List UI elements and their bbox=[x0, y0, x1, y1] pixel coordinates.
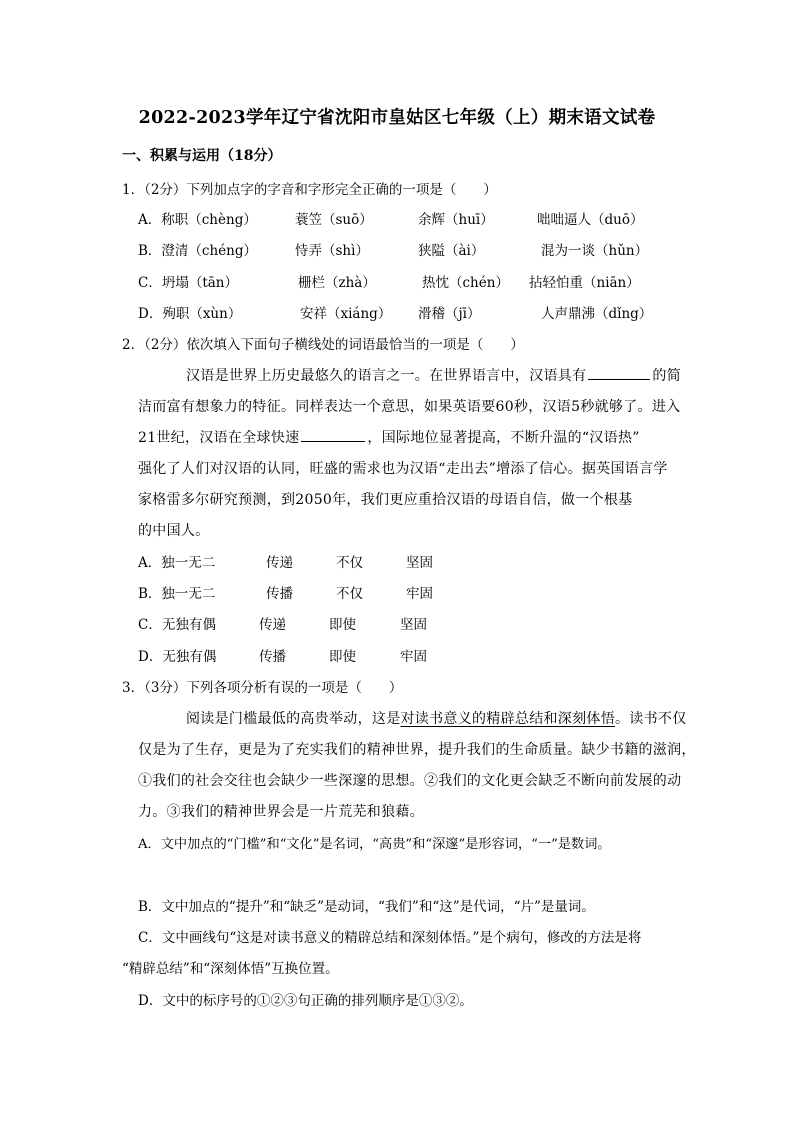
q2-option-c-4: 坚固 bbox=[400, 617, 427, 633]
q2-passage-line-2: 洁而富有想象力的特征。同样表达一个意思，如果英语要60秒，汉语5秒就够了。进入 bbox=[138, 399, 681, 415]
q3-passage-text: 。读书不仅 bbox=[615, 711, 687, 727]
q3-option-d: D．文中的标序号的①②③句正确的排列顺序是①③②。 bbox=[138, 993, 473, 1009]
q3-passage-line-2: 仅是为了生存，更是为了充实我们的精神世界，提升我们的生命质量。缺少书籍的滋润， bbox=[138, 742, 696, 758]
q2-passage-line-6: 的中国人。 bbox=[138, 523, 210, 539]
q2-option-b-1: B．独一无二 bbox=[138, 586, 216, 602]
q1-option-c-1: C．坍塌（tān） bbox=[138, 275, 238, 291]
q2-passage-line-5: 家格雷多尔研究预测，到2050年，我们更应重拾汉语的母语自信，做一个根基 bbox=[138, 492, 633, 508]
question-3-stem: 3．（3分）下列各项分析有误的一项是（ ） bbox=[122, 680, 403, 696]
q1-option-d-2: 安祥（xiáng） bbox=[300, 306, 392, 322]
q3-passage-text: 阅读是门槛最低的高贵举动，这是 bbox=[186, 711, 401, 727]
q3-passage-line-3: ①我们的社会交往也会缺少一些深邃的思想。②我们的文化更会缺乏不断向前发展的动 bbox=[138, 773, 682, 789]
q1-option-a-3: 余辉（huī） bbox=[418, 212, 494, 228]
q2-passage-text: 汉语是世界上历史最悠久的语言之一。在世界语言中，汉语具有 bbox=[186, 368, 587, 384]
q2-passage-line-4: 强化了人们对汉语的认同，旺盛的需求也为汉语“走出去”增添了信心。据英国语言学 bbox=[138, 461, 668, 477]
q1-option-c-2: 栅栏（zhà） bbox=[298, 275, 376, 291]
q2-option-b-4: 牢固 bbox=[406, 586, 433, 602]
q2-passage-line-3 bbox=[138, 427, 640, 447]
q1-option-d-4: 人声鼎沸（dǐng） bbox=[541, 306, 653, 322]
exam-title: 2022-2023学年辽宁省沈阳市皇姑区七年级（上）期末语文试卷 bbox=[138, 108, 656, 128]
q3-passage-line-4: 力。③我们的精神世界会是一片荒芜和狼藉。 bbox=[138, 804, 424, 820]
fill-blank-1 bbox=[588, 378, 650, 380]
q2-option-c-1: C．无独有偶 bbox=[138, 617, 216, 633]
q2-passage-text: 21世纪，汉语在全球快速 bbox=[138, 430, 300, 446]
q1-option-b-3: 狭隘（ài） bbox=[418, 243, 485, 259]
q3-option-a: A．文中加点的“门槛”和“文化”是名词，“高贵”和“深邃”是形容词，“一”是数词。 bbox=[138, 837, 611, 852]
q2-option-d-4: 牢固 bbox=[400, 649, 427, 665]
q3-option-c-line-2: “精辟总结”和“深刻体悟”互换位置。 bbox=[122, 961, 339, 977]
question-1-stem: 1．（2分）下列加点字的字音和字形完全正确的一项是（ ） bbox=[122, 182, 497, 198]
q1-option-b-1: B．澄清（chéng） bbox=[138, 243, 258, 259]
q1-option-c-3: 热忱（chén） bbox=[422, 275, 509, 291]
section-heading: 一、积累与运用（18分） bbox=[122, 148, 282, 164]
q1-option-a-4: 咄咄逼人（duō） bbox=[537, 212, 644, 228]
q2-passage-line-1 bbox=[186, 365, 681, 385]
q2-option-b-3: 不仅 bbox=[336, 586, 363, 602]
q2-option-d-1: D．无独有偶 bbox=[138, 649, 217, 665]
q1-option-a-1: A．称职（chèng） bbox=[138, 212, 257, 228]
q2-option-a-1: A．独一无二 bbox=[138, 555, 216, 571]
q3-option-c-line-1: C．文中画线句“这是对读书意义的精辟总结和深刻体悟。”是个病句，修改的方法是将 bbox=[138, 930, 642, 946]
q1-option-d-3: 滑稽（jī） bbox=[418, 306, 481, 322]
q3-passage-line-1 bbox=[186, 708, 687, 728]
q2-option-c-2: 传递 bbox=[259, 617, 286, 633]
question-2-stem: 2．（2分）依次填入下面句子横线处的词语最恰当的一项是（ ） bbox=[122, 337, 524, 353]
q1-option-d-1: D．殉职（xùn） bbox=[138, 306, 242, 322]
fill-blank-2 bbox=[301, 440, 365, 442]
q2-passage-text: 的简 bbox=[652, 368, 682, 384]
q1-option-b-2: 恃弄（shì） bbox=[295, 243, 369, 259]
q2-option-b-2: 传播 bbox=[266, 586, 293, 602]
q1-option-a-2: 蓑笠（suō） bbox=[295, 212, 373, 228]
q2-option-a-4: 坚固 bbox=[406, 555, 433, 571]
q2-option-d-2: 传播 bbox=[259, 649, 286, 665]
q1-option-c-4: 拈轻怕重（niān） bbox=[529, 275, 640, 291]
q3-option-b: B．文中加点的“提升”和“缺乏”是动词，“我们”和“这”是代词，“片”是量词。 bbox=[138, 899, 595, 915]
q1-option-b-4: 混为一谈（hǔn） bbox=[541, 243, 649, 259]
q2-option-a-2: 传递 bbox=[266, 555, 293, 571]
underlined-sentence: 对读书意义的精辟总结和深刻体悟 bbox=[400, 711, 615, 727]
q2-option-d-3: 即使 bbox=[329, 649, 356, 665]
q2-option-a-3: 不仅 bbox=[336, 555, 363, 571]
q2-passage-text: ，国际地位显著提高，不断升温的“汉语热” bbox=[367, 430, 640, 446]
q2-option-c-3: 即使 bbox=[329, 617, 356, 633]
